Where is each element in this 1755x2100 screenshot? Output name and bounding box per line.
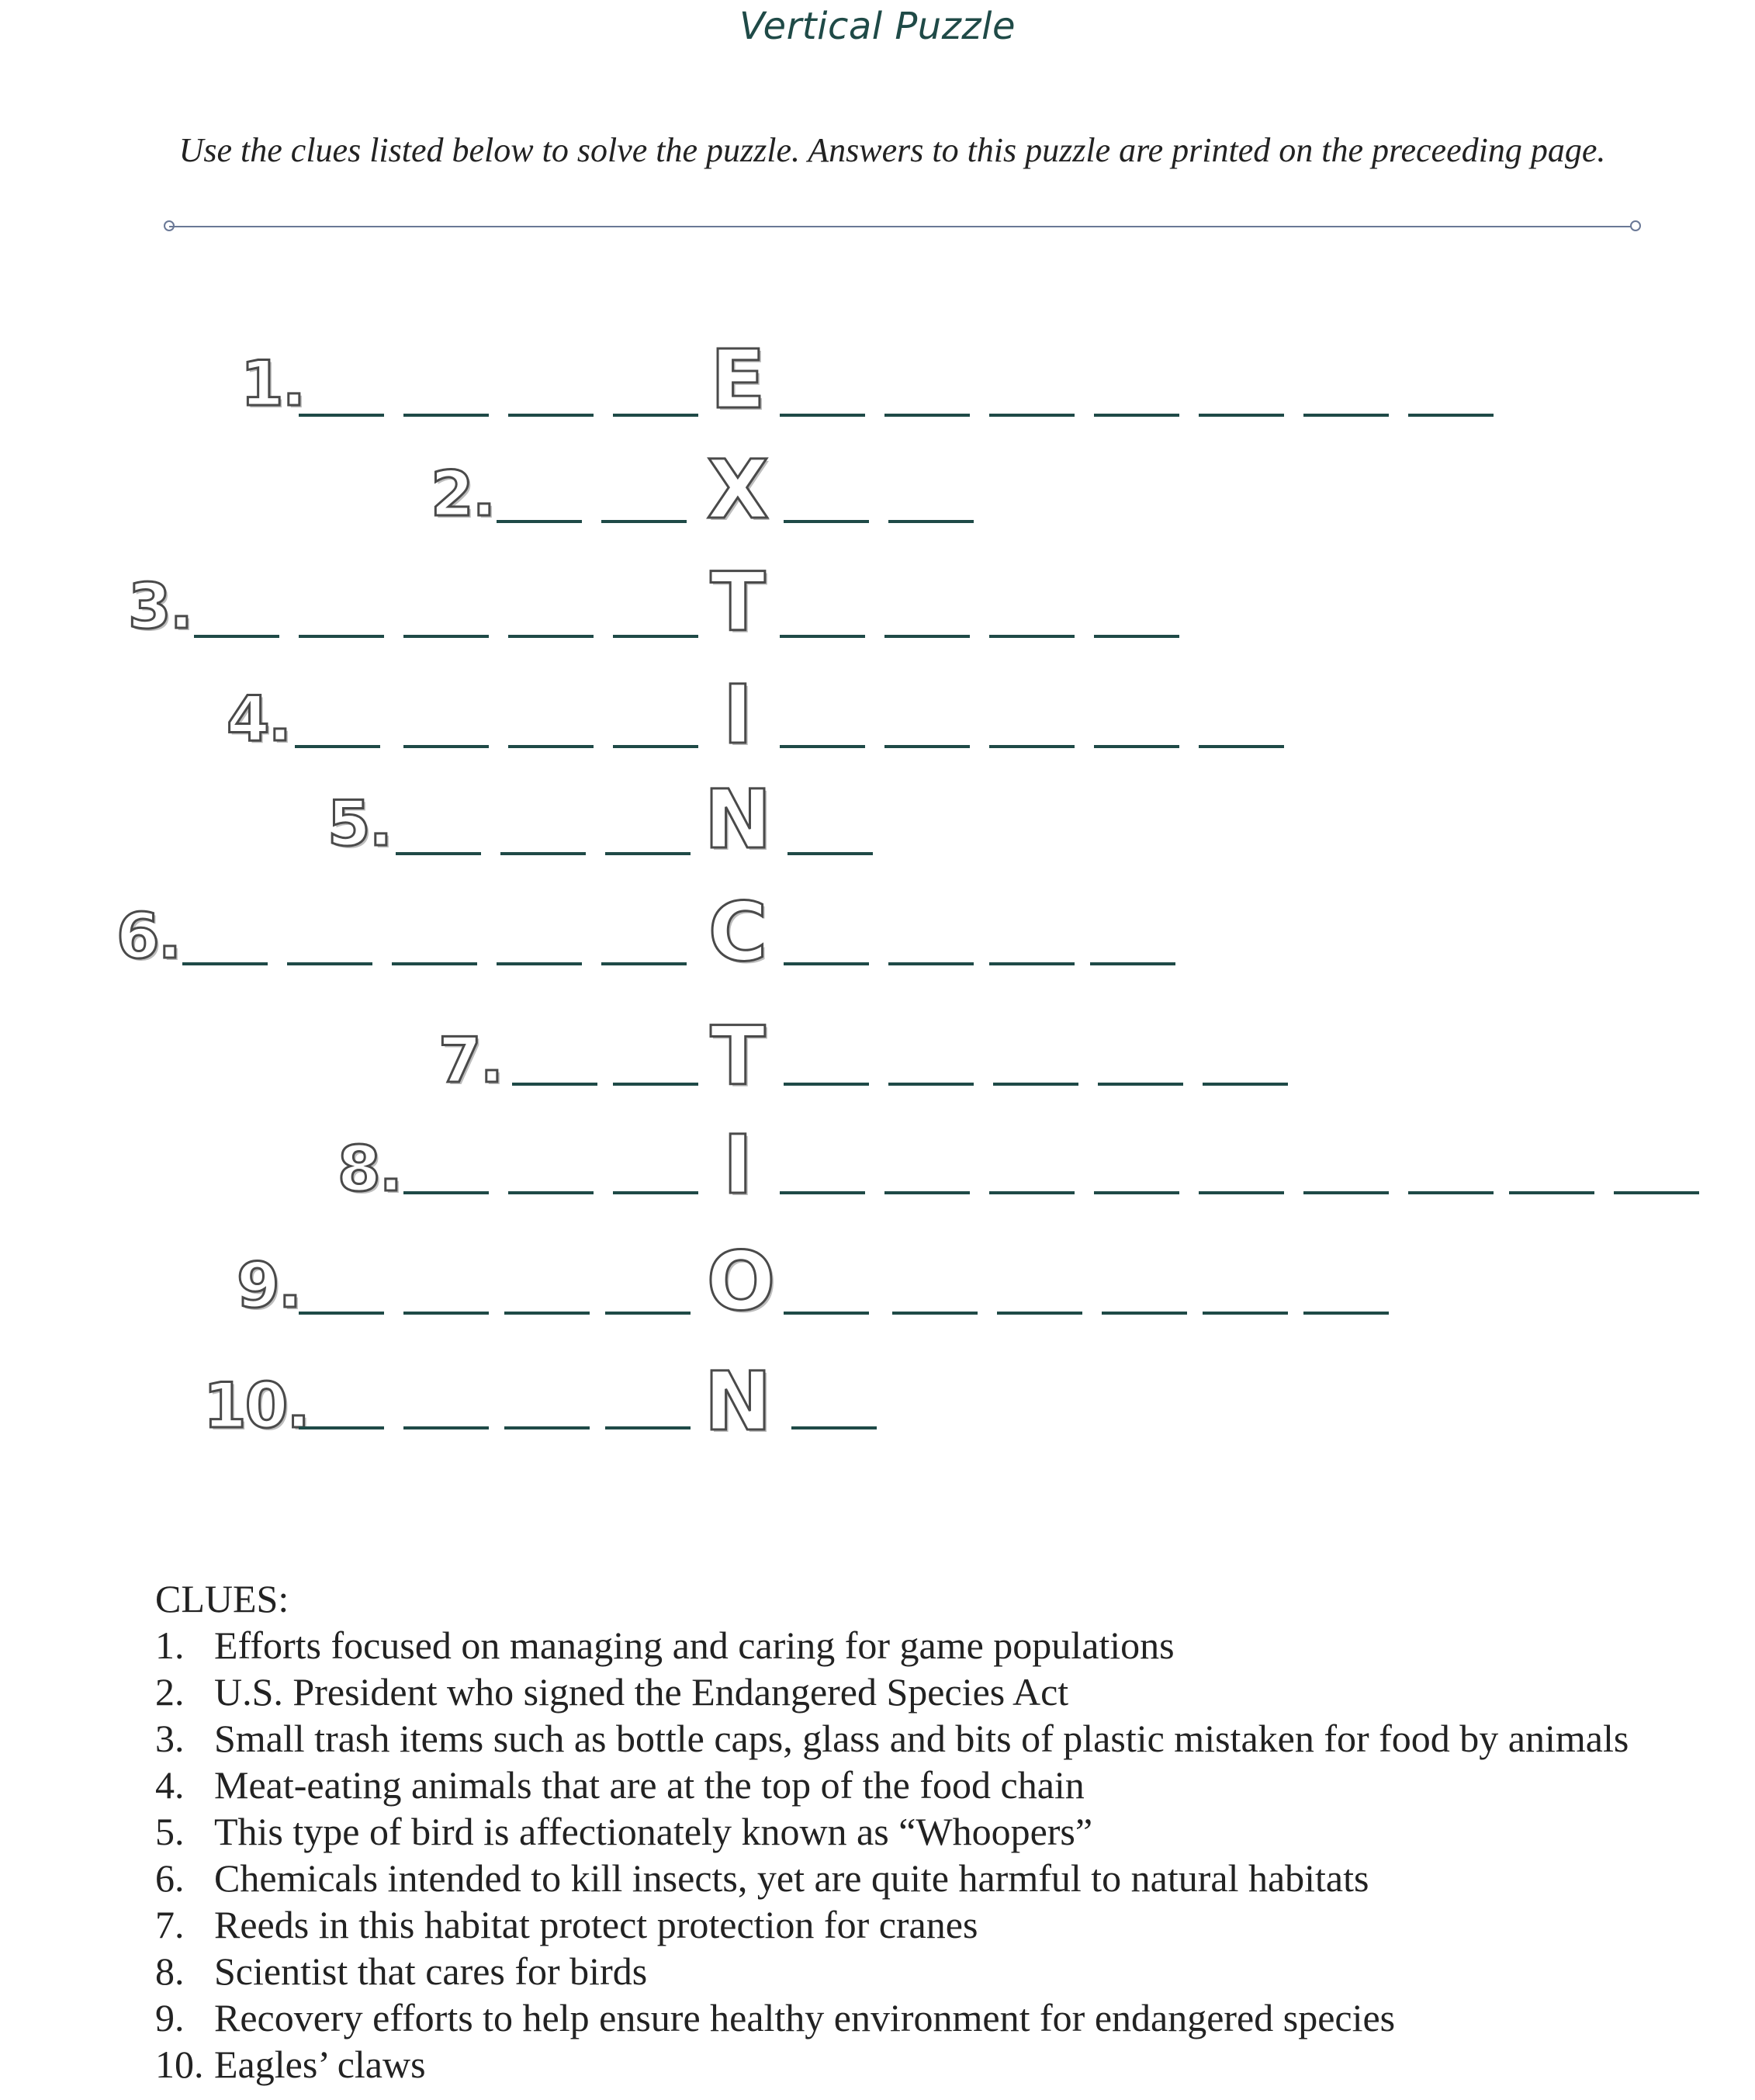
key-letter: T xyxy=(710,555,766,650)
clue-item: 3. Small trash items such as bottle caps, glass and bits of plastic mistaken for food by animals xyxy=(155,1717,1629,1760)
letter-blank[interactable] xyxy=(605,1312,691,1315)
letter-blank[interactable] xyxy=(1203,1083,1288,1086)
letter-blank[interactable] xyxy=(392,962,477,965)
letter-blank[interactable] xyxy=(784,520,869,523)
letter-blank[interactable] xyxy=(613,635,698,638)
row-number: 9. xyxy=(237,1249,301,1322)
letter-blank[interactable] xyxy=(504,1312,590,1315)
letter-blank[interactable] xyxy=(784,962,869,965)
letter-blank[interactable] xyxy=(1098,1083,1183,1086)
letter-blank[interactable] xyxy=(508,1191,594,1194)
letter-blank[interactable] xyxy=(504,1426,590,1429)
key-letter: C xyxy=(708,885,768,979)
letter-blank[interactable] xyxy=(884,414,970,417)
letter-blank[interactable] xyxy=(403,414,489,417)
letter-blank[interactable] xyxy=(403,745,489,748)
row-number: 8. xyxy=(338,1133,402,1205)
letter-blank[interactable] xyxy=(780,1191,865,1194)
clues-heading: CLUES: xyxy=(155,1577,289,1620)
letter-blank[interactable] xyxy=(1303,1191,1389,1194)
clue-item: 9. Recovery efforts to help ensure healthy environment for endangered species xyxy=(155,1996,1396,2039)
letter-blank[interactable] xyxy=(613,1191,698,1194)
letter-blank[interactable] xyxy=(403,635,489,638)
key-letter: N xyxy=(704,1354,772,1449)
key-letter: N xyxy=(704,772,772,867)
key-letter: I xyxy=(722,667,753,762)
clue-item: 8. Scientist that cares for birds xyxy=(155,1949,648,1993)
row-number: 4. xyxy=(227,683,291,755)
clue-item: 2. U.S. President who signed the Endangered Species Act xyxy=(155,1670,1069,1714)
letter-blank[interactable] xyxy=(613,745,698,748)
letter-blank[interactable] xyxy=(194,635,279,638)
letter-blank[interactable] xyxy=(403,1312,489,1315)
letter-blank[interactable] xyxy=(997,1312,1082,1315)
letter-blank[interactable] xyxy=(601,520,687,523)
letter-blank[interactable] xyxy=(1614,1191,1699,1194)
letter-blank[interactable] xyxy=(892,1312,978,1315)
letter-blank[interactable] xyxy=(989,962,1075,965)
letter-blank[interactable] xyxy=(508,745,594,748)
letter-blank[interactable] xyxy=(989,635,1075,638)
letter-blank[interactable] xyxy=(989,414,1075,417)
letter-blank[interactable] xyxy=(1408,414,1494,417)
letter-blank[interactable] xyxy=(791,1426,877,1429)
letter-blank[interactable] xyxy=(299,414,384,417)
row-number: 2. xyxy=(431,458,495,530)
letter-blank[interactable] xyxy=(780,414,865,417)
letter-blank[interactable] xyxy=(884,745,970,748)
letter-blank[interactable] xyxy=(989,1191,1075,1194)
letter-blank[interactable] xyxy=(989,745,1075,748)
letter-blank[interactable] xyxy=(780,745,865,748)
key-letter: X xyxy=(706,442,770,537)
row-number: 3. xyxy=(128,570,192,643)
key-letter: I xyxy=(722,1118,753,1212)
letter-blank[interactable] xyxy=(1094,745,1179,748)
letter-blank[interactable] xyxy=(784,1312,869,1315)
row-number: 7. xyxy=(438,1024,503,1097)
letter-blank[interactable] xyxy=(1303,414,1389,417)
letter-blank[interactable] xyxy=(508,635,594,638)
letter-blank[interactable] xyxy=(295,745,380,748)
clues-list xyxy=(155,1575,1629,2088)
letter-blank[interactable] xyxy=(1094,414,1179,417)
key-letter: T xyxy=(710,1009,766,1104)
letter-blank[interactable] xyxy=(780,635,865,638)
letter-blank[interactable] xyxy=(1090,962,1175,965)
clue-item: 1. Efforts focused on managing and caring for game populations xyxy=(155,1624,1175,1667)
letter-blank[interactable] xyxy=(788,852,873,855)
letter-blank[interactable] xyxy=(884,635,970,638)
row-number: 10. xyxy=(203,1370,309,1442)
letter-blank[interactable] xyxy=(1199,745,1284,748)
clue-item: 7. Reeds in this habitat protect protection for cranes xyxy=(155,1903,978,1946)
letter-blank[interactable] xyxy=(403,1191,489,1194)
letter-blank[interactable] xyxy=(601,962,687,965)
letter-blank[interactable] xyxy=(605,1426,691,1429)
page-title: Vertical Puzzle xyxy=(739,5,1016,48)
letter-blank[interactable] xyxy=(1509,1191,1594,1194)
clue-item: 10. Eagles’ claws xyxy=(155,2043,426,2086)
row-number: 1. xyxy=(241,348,305,420)
clue-item: 5. This type of bird is affectionately known as “Whoopers” xyxy=(155,1810,1093,1853)
letter-blank[interactable] xyxy=(888,962,974,965)
letter-blank[interactable] xyxy=(512,1083,597,1086)
clue-item: 6. Chemicals intended to kill insects, yet are quite harmful to natural habitats xyxy=(155,1856,1369,1900)
letter-blank[interactable] xyxy=(884,1191,970,1194)
letter-blank[interactable] xyxy=(1102,1312,1187,1315)
letter-blank[interactable] xyxy=(299,635,384,638)
letter-blank[interactable] xyxy=(613,1083,698,1086)
key-letter: O xyxy=(706,1234,776,1329)
letter-blank[interactable] xyxy=(1199,414,1284,417)
row-number: 5. xyxy=(327,788,392,860)
letter-blank[interactable] xyxy=(396,852,481,855)
letter-blank[interactable] xyxy=(497,520,582,523)
letter-blank[interactable] xyxy=(287,962,372,965)
letter-blank[interactable] xyxy=(1408,1191,1494,1194)
letter-blank[interactable] xyxy=(605,852,691,855)
letter-blank[interactable] xyxy=(888,1083,974,1086)
letter-blank[interactable] xyxy=(508,414,594,417)
key-letter: E xyxy=(710,332,766,427)
letter-blank[interactable] xyxy=(1199,1191,1284,1194)
letter-blank[interactable] xyxy=(403,1426,489,1429)
letter-blank[interactable] xyxy=(299,1312,384,1315)
row-number: 6. xyxy=(116,900,181,972)
letter-blank[interactable] xyxy=(1094,1191,1179,1194)
letter-blank[interactable] xyxy=(299,1426,384,1429)
letter-blank[interactable] xyxy=(1303,1312,1389,1315)
letter-blank[interactable] xyxy=(182,962,268,965)
letter-blank[interactable] xyxy=(1203,1312,1288,1315)
letter-blank[interactable] xyxy=(497,962,582,965)
letter-blank[interactable] xyxy=(888,520,974,523)
letter-blank[interactable] xyxy=(1094,635,1179,638)
instructions: Use the clues listed below to solve the puzzle. Answers to this puzzle are printed on the preceeding page. xyxy=(178,131,1606,169)
letter-blank[interactable] xyxy=(993,1083,1078,1086)
clue-item: 4. Meat-eating animals that are at the top of the food chain xyxy=(155,1763,1085,1807)
letter-blank[interactable] xyxy=(784,1083,869,1086)
letter-blank[interactable] xyxy=(613,414,698,417)
letter-blank[interactable] xyxy=(500,852,586,855)
